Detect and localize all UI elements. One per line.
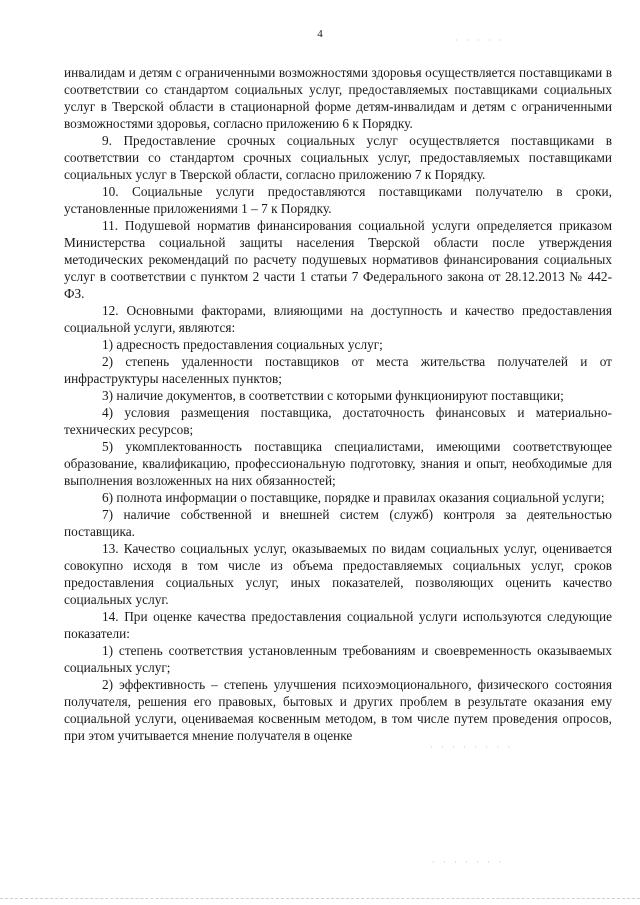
paragraph: 3) наличие документов, в соответствии с которыми функционируют поставщики; [102, 388, 564, 403]
paragraph: 10. Социальные услуги предоставляются поставщиками получателю в сроки, установленные приложениями 1 – 7 к Порядку. [64, 184, 612, 216]
paragraph: 14. При оценке качества предоставления социальной услуги используются следующие показатели: [64, 609, 612, 641]
paragraph: 6) полнота информации о поставщике, порядке и правилах оказания социальной услуги; [102, 490, 605, 505]
paragraph: 1) степень соответствия установленным требованиям и своевременность оказываемых социальных услуг; [64, 643, 612, 675]
paragraph: 4) условия размещения поставщика, достаточность финансовых и материально-технических ресурсов; [64, 405, 612, 437]
paragraph: 11. Подушевой норматив финансирования социальной услуги определяется приказом Министерства социальной защиты населения Тверской области после утверждения методических рекомендаций по расчету подушевых нормативов финансирования социальных услуг в соответствии с пунктом 2 части 1 статьи 7 Федерального закона от 28.12.2013 № 442-ФЗ. [64, 218, 612, 301]
paragraph: 12. Основными факторами, влияющими на доступность и качество предоставления социальной услуги, являются: [64, 303, 612, 335]
paragraph: 7) наличие собственной и внешней систем (служб) контроля за деятельностью поставщика. [64, 507, 612, 539]
document-body [64, 64, 612, 744]
scan-artifact: · · · · · · · [432, 858, 505, 867]
scan-edge-line [0, 898, 640, 900]
scan-artifact: · · · · · [455, 36, 505, 45]
paragraph: 2) эффективность – степень улучшения психоэмоционального, физического состояния получателя, решения его правовых, бытовых и других проблем в результате оказания ему социальной услуги, оцениваемая косвенным методом, в том числе путем проведения опросов, при этом учитывается мнение получателя в оценке [64, 677, 612, 743]
paragraph: 5) укомплектованность поставщика специалистами, имеющими соответствующее образование, квалификацию, профессиональную подготовку, знания и опыт, необходимые для выполнения возложенных на них обязанностей; [64, 439, 612, 488]
paragraph: 1) адресность предоставления социальных услуг; [102, 337, 383, 352]
paragraph: 2) степень удаленности поставщиков от места жительства получателей и от инфраструктуры населенных пунктов; [64, 354, 612, 386]
page-number: 4 [317, 28, 323, 40]
paragraph: инвалидам и детям с ограниченными возможностями здоровья осуществляется поставщиками в соответствии со стандартом социальных услуг, предоставляемых поставщиками социальных услуг в Тверской области в стационарной форме детям-инвалидам и детям с ограниченными возможностями здоровья, согласно приложению 6 к Порядку. [64, 65, 612, 131]
scan-artifact: · · · · · · · · [430, 743, 514, 752]
paragraph: 13. Качество социальных услуг, оказываемых по видам социальных услуг, оценивается совокупно исходя в том числе из объема предоставляемых социальных услуг, сроков предоставления социальных услуг, иных показателей, позволяющих оценить качество социальных услуг. [64, 541, 612, 607]
paragraph: 9. Предоставление срочных социальных услуг осуществляется поставщиками в соответствии со стандартом срочных социальных услуг, предоставляемых поставщиками социальных услуг в Тверской области, согласно приложению 7 к Порядку. [64, 133, 612, 182]
